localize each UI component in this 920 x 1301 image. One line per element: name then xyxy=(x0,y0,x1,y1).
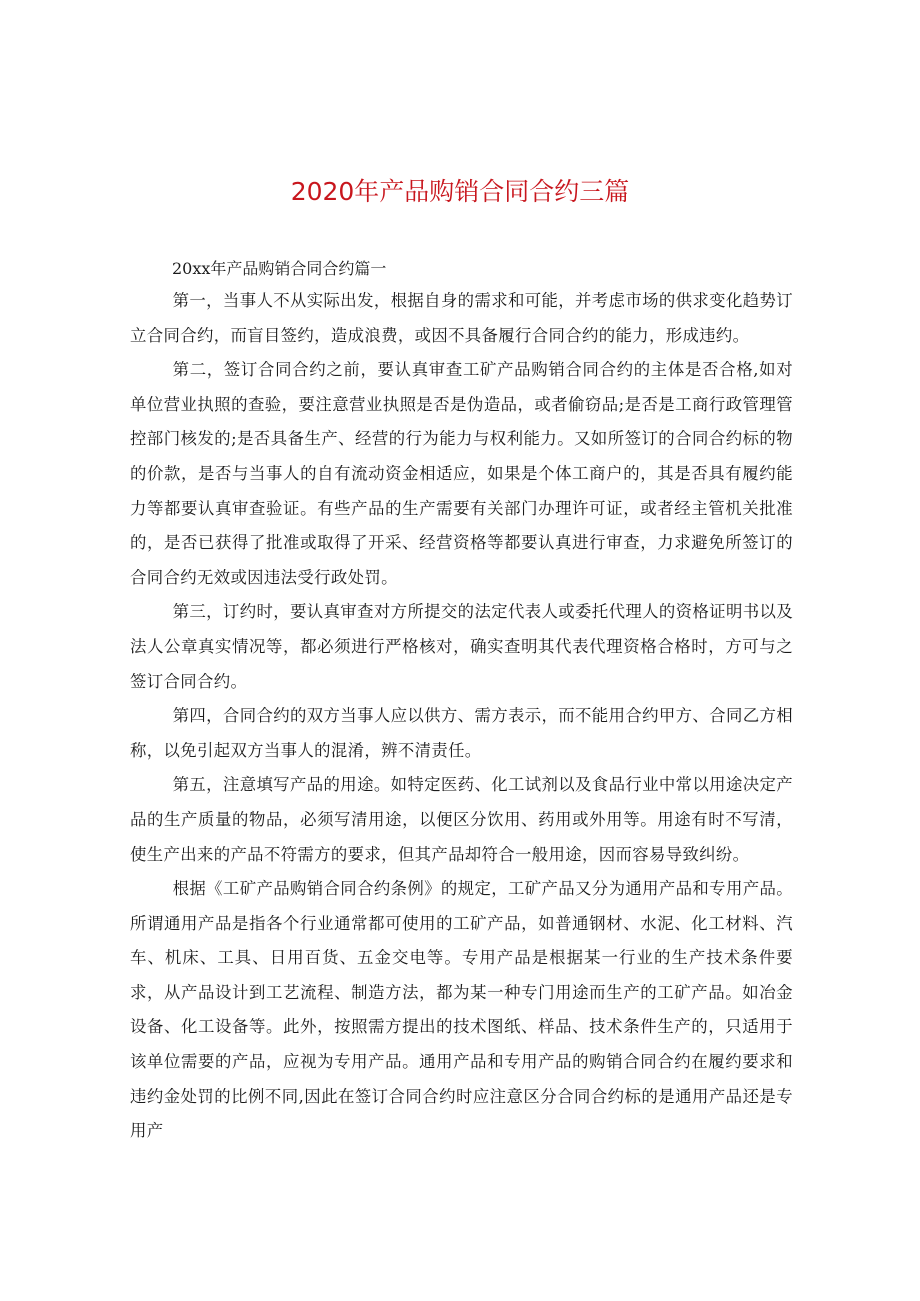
paragraph-6: 根据《工矿产品购销合同合约条例》的规定，工矿产品又分为通用产品和专用产品。所谓通用产品是指各个行业通常都可使用的工矿产品，如普通钢材、水泥、化工材料、汽车、机床、工具、日用百货、五金交电等。专用产品是根据某一行业的生产技术条件要求，从产品设计到工艺流程、制造方法，都为某一种专门用途而生产的工矿产品。如冶金设备、化工设备等。此外，按照需方提出的技术图纸、样品、技术条件生产的，只适用于该单位需要的产品，应视为专用产品。通用产品和专用产品的购销合同合约在履约要求和违约金处罚的比例不同,因此在签订合同合约时应注意区分合同合约标的是通用产品还是专用产 xyxy=(130,879,793,1141)
document-body xyxy=(130,254,793,1149)
document-title: 2020年产品购销合同合约三篇 xyxy=(290,177,630,206)
paragraph-4: 第四，合同合约的双方当事人应以供方、需方表示，而不能用合约甲方、合同乙方相称，以免引起双方当事人的混淆，辨不清责任。 xyxy=(130,706,793,760)
section-heading: 20xx年产品购销合同合约篇一 xyxy=(172,259,387,278)
paragraph-5: 第五，注意填写产品的用途。如特定医药、化工试剂以及食品行业中常以用途决定产品的生产质量的物品，必须写清用途，以便区分饮用、药用或外用等。用途有时不写清，使生产出来的产品不符需方的要求，但其产品却符合一般用途，因而容易导致纠纷。 xyxy=(130,775,793,864)
paragraph-3: 第三，订约时，要认真审查对方所提交的法定代表人或委托代理人的资格证明书以及法人公章真实情况等，都必须进行严格核对，确实查明其代表代理资格合格时，方可与之签订合同合约。 xyxy=(130,602,793,691)
paragraph-1: 第一，当事人不从实际出发，根据自身的需求和可能，并考虑市场的供求变化趋势订立合同合约，而盲目签约，造成浪费，或因不具备履行合同合约的能力，形成违约。 xyxy=(130,291,793,345)
paragraph-2: 第二，签订合同合约之前，要认真审查工矿产品购销合同合约的主体是否合格,如对单位营业执照的查验，要注意营业执照是否是伪造品，或者偷窃品;是否是工商行政管理管控部门核发的;是否具备生产、经营的行为能力与权利能力。又如所签订的合同合约标的物的价款，是否与当事人的自有流动资金相适应，如果是个体工商户的，其是否具有履约能力等都要认真审查验证。有些产品的生产需要有关部门办理许可证，或者经主管机关批准的，是否已获得了批准或取得了开采、经营资格等都要认真进行审查，力求避免所签订的合同合约无效或因违法受行政处罚。 xyxy=(130,360,793,587)
